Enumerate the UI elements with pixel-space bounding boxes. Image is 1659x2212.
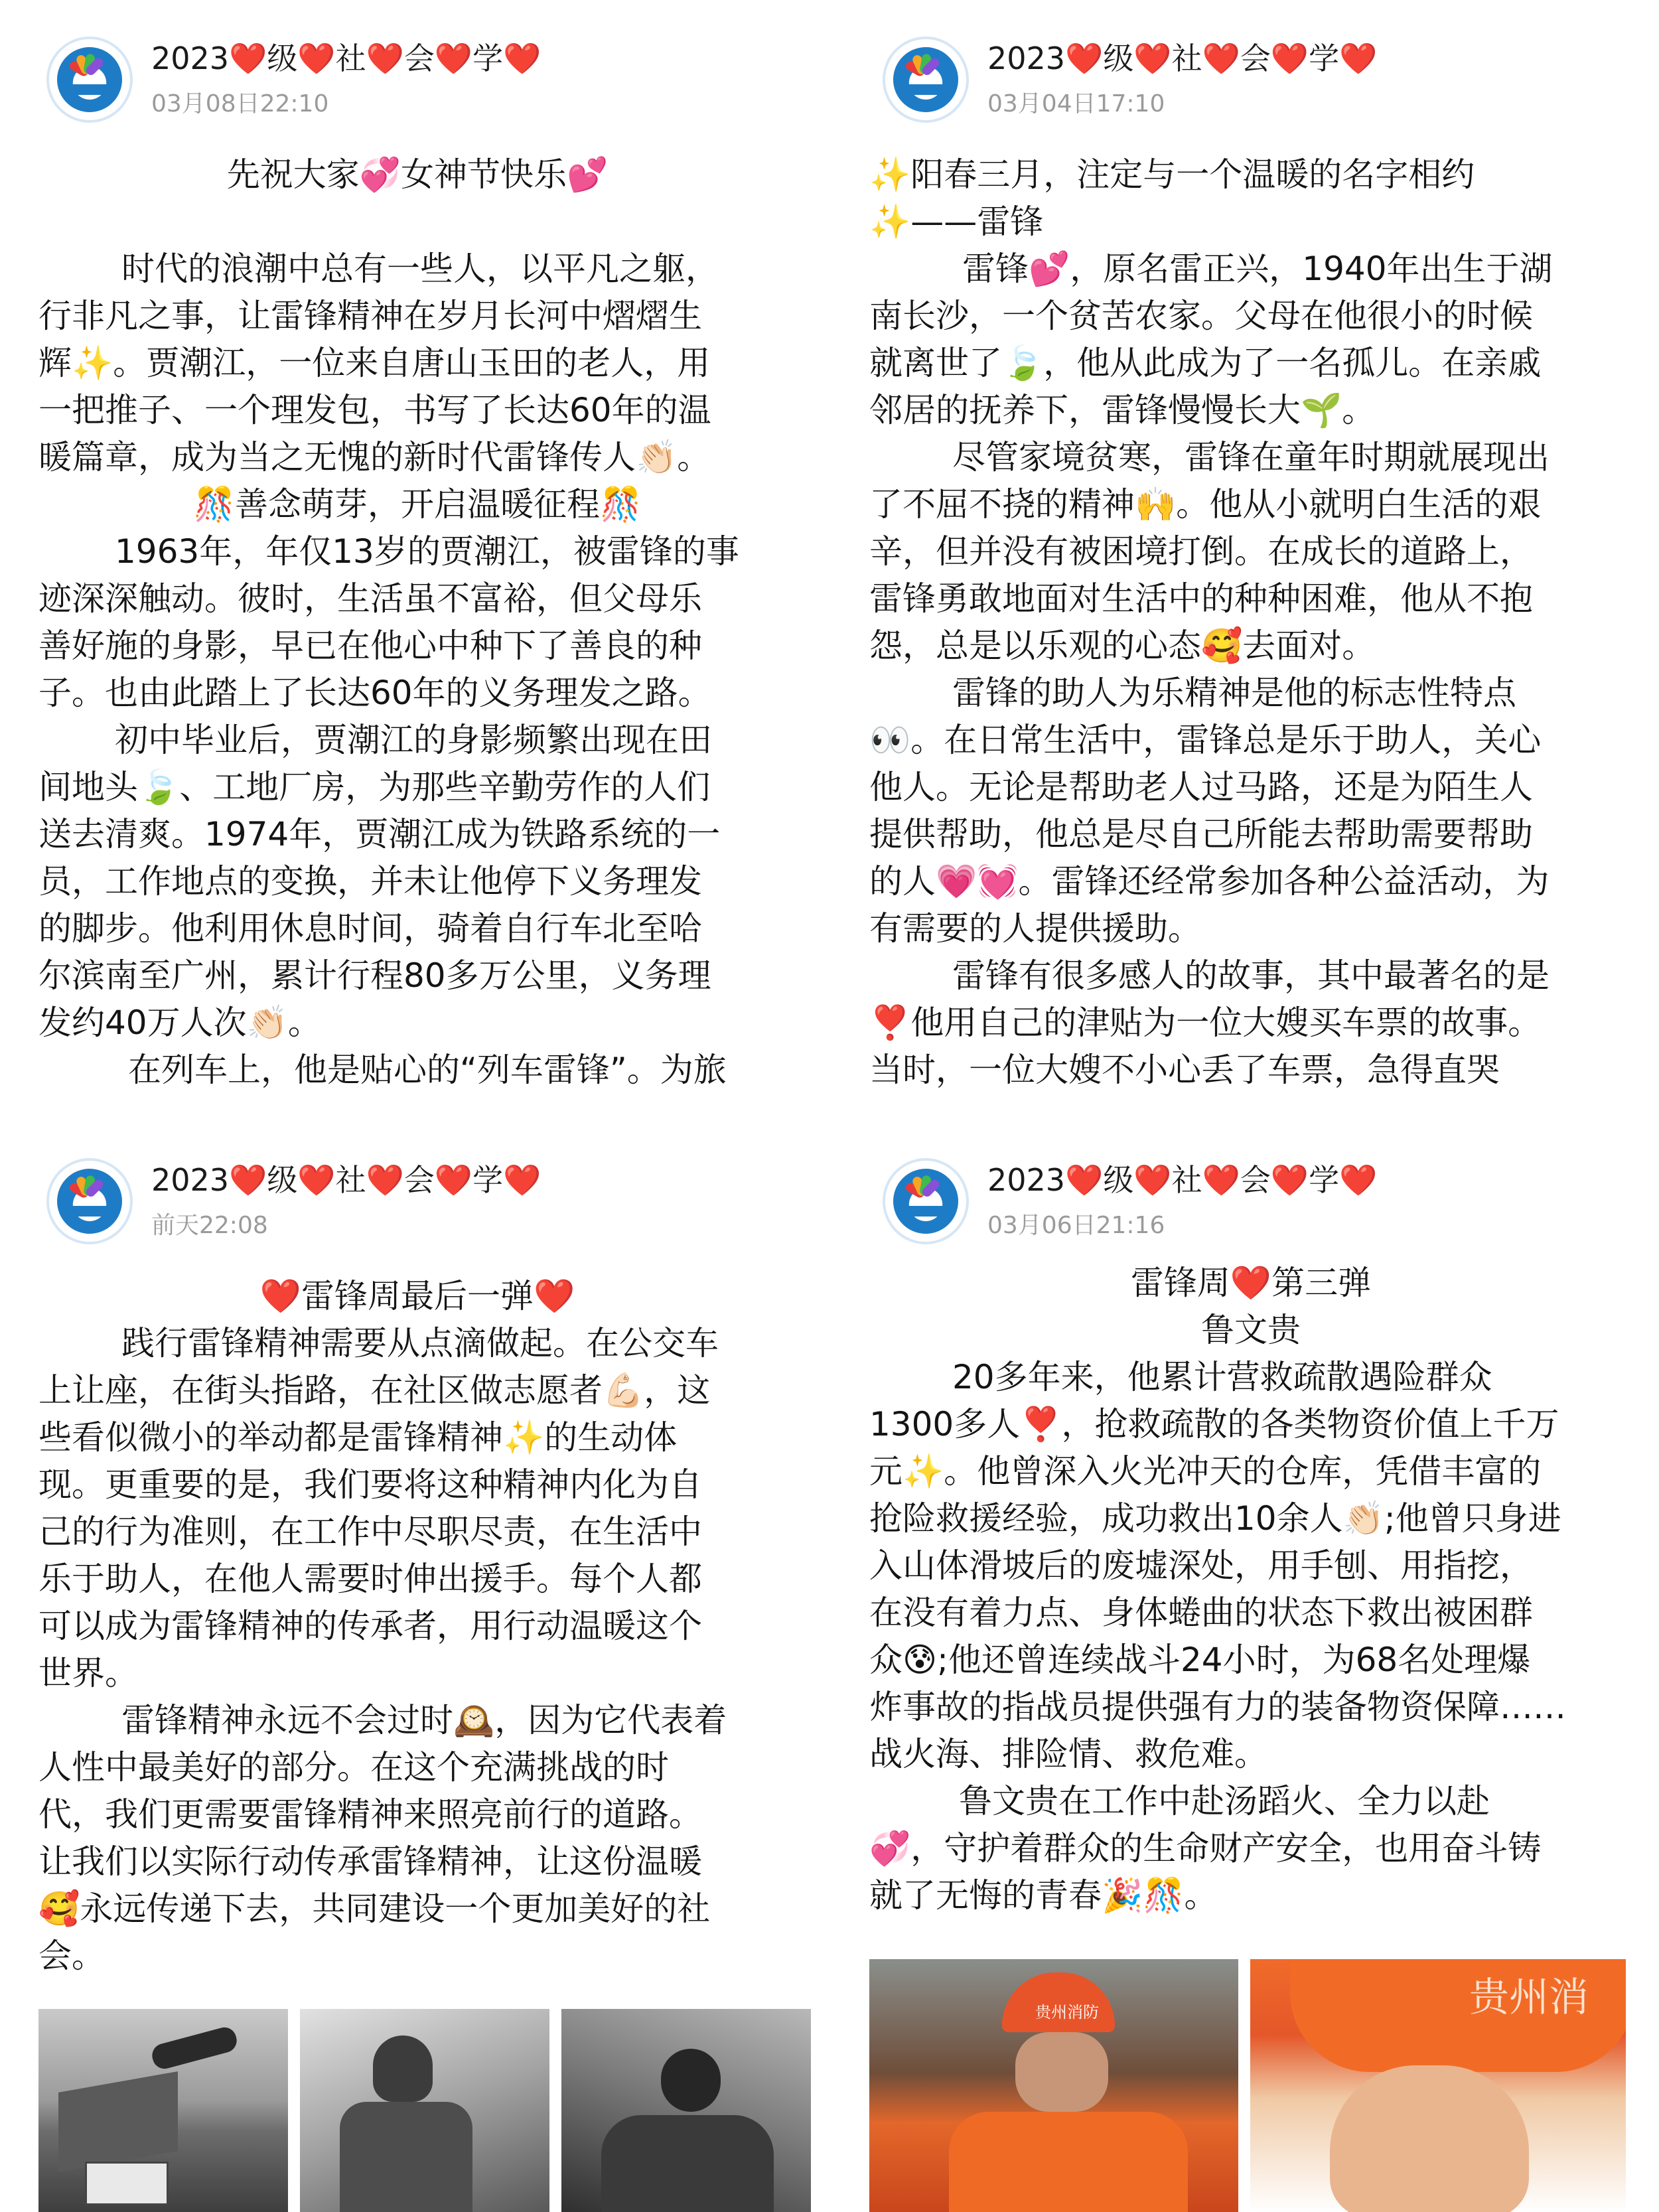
text-line: 鲁文贵在工作中赴汤蹈火、全力以赴	[959, 1782, 1490, 1820]
text-line: 员，工作地点的变换，并未让他停下义务理发	[38, 862, 702, 901]
text-line: 元✨。他曾深入火光冲天的仓库，凭借丰富的	[869, 1452, 1542, 1491]
post-title: 先祝大家💞女神节快乐💕	[226, 155, 609, 194]
post-header	[0, 1122, 823, 1281]
text-line: 1300多人❣️，抢救疏散的各类物资价值上千万	[869, 1405, 1559, 1443]
post-title: ❤️雷锋周最后一弹❤️	[259, 1277, 575, 1315]
post-card[interactable]	[0, 0, 823, 1102]
text-line: 乐于助人，在他人需要时伸出援手。每个人都	[38, 1560, 702, 1598]
text-line: 就离世了🍃，他从此成为了一名孤儿。在亲戚	[869, 344, 1542, 382]
text-line: 炸事故的指战员提供强有力的装备物资保障……	[869, 1688, 1566, 1726]
text-line: 初中毕业后，贾潮江的身影频繁出现在田	[115, 721, 712, 759]
text-line: 善好施的身影，早已在他心中种下了善良的种	[38, 627, 702, 665]
photo-body-shape	[601, 2115, 774, 2212]
text-line: 雷锋精神永远不会过时🕰️，因为它代表着	[121, 1701, 727, 1739]
text-line: 时代的浪潮中总有一些人，以平凡之躯，	[121, 250, 719, 288]
post-header	[836, 1122, 1659, 1281]
text-line: 提供帮助，他总是尽自己所能去帮助需要帮助	[869, 815, 1533, 853]
text-line: 南长沙，一个贫苦农家。父母在他很小的时候	[869, 297, 1533, 335]
author-name[interactable]: 2023❤️级❤️社❤️会❤️学❤️	[987, 40, 1378, 76]
text-line: 尽管家境贫寒，雷锋在童年时期就展现出	[952, 438, 1550, 477]
text-line: 🥰永远传递下去，共同建设一个更加美好的社	[38, 1889, 711, 1928]
text-line: 发约40万人次👏🏻。	[38, 1003, 321, 1042]
photo-helmet-text: 贵州消	[1469, 1975, 1589, 2020]
photo-uniform-shape	[949, 2112, 1188, 2212]
text-line: ❣️他用自己的津贴为一位大嫂买车票的故事。	[869, 1003, 1542, 1042]
text-line: 在列车上，他是贴心的“列车雷锋”。为旅	[128, 1051, 727, 1089]
post-card[interactable]	[0, 1122, 823, 2212]
text-line: 迹深深触动。彼时，生活虽不富裕，但父母乐	[38, 579, 702, 618]
section-heading: 🎊善念萌芽，开启温暖征程🎊	[193, 485, 642, 524]
post-time: 03月06日21:16	[987, 1212, 1165, 1239]
logo-base	[68, 1206, 111, 1217]
text-line: 雷锋的助人为乐精神是他的标志性特点	[952, 674, 1516, 712]
photo-head-shape	[661, 2049, 721, 2112]
text-line: 20多年来，他累计营救疏散遇险群众	[952, 1358, 1492, 1396]
author-name[interactable]: 2023❤️级❤️社❤️会❤️学❤️	[987, 1162, 1378, 1198]
post-text	[869, 1260, 1632, 1919]
post-header	[836, 0, 1659, 159]
text-line: 雷锋💕，原名雷正兴，1940年出生于湖	[962, 250, 1553, 288]
text-line: 会。	[38, 1937, 105, 1975]
text-line: 了不屈不挠的精神🙌。他从小就明白生活的艰	[869, 485, 1542, 524]
photo-grid	[869, 1959, 1626, 2212]
photo-face-shape	[1015, 2032, 1108, 2112]
avatar[interactable]	[46, 1158, 133, 1244]
avatar[interactable]	[883, 1158, 969, 1244]
post-title: ✨——雷锋	[869, 202, 1044, 241]
text-line: 众😰;他还曾连续战斗24小时，为68名处理爆	[869, 1641, 1531, 1679]
post-subtitle: 鲁文贵	[1201, 1311, 1301, 1349]
post-time: 03月08日22:10	[151, 90, 329, 117]
text-line: 辉✨。贾潮江，一位来自唐山玉田的老人，用	[38, 344, 711, 382]
text-line: 行非凡之事，让雷锋精神在岁月长河中熠熠生	[38, 297, 702, 335]
text-line: 些看似微小的举动都是雷锋精神✨的生动体	[38, 1418, 678, 1457]
photo-face-shape	[1330, 2065, 1529, 2212]
author-name[interactable]: 2023❤️级❤️社❤️会❤️学❤️	[151, 1162, 541, 1198]
post-time: 03月04日17:10	[987, 90, 1165, 117]
photo-thumbnail[interactable]	[869, 1959, 1238, 2212]
photo-body-shape	[340, 2102, 472, 2212]
logo-base	[904, 84, 948, 95]
text-line: 己的行为准则，在工作中尽职尽责，在生活中	[38, 1512, 702, 1551]
text-line: 现。更重要的是，我们要将这种精神内化为自	[38, 1465, 702, 1504]
text-line: 有需要的人提供援助。	[869, 909, 1201, 948]
text-line: 当时，一位大嫂不小心丢了车票，急得直哭	[869, 1051, 1500, 1089]
photo-thumbnail[interactable]	[1250, 1959, 1626, 2212]
text-line: 上让座，在街头指路，在社区做志愿者💪🏻，这	[38, 1371, 711, 1410]
text-line: 就了无悔的青春🎉🎊。	[869, 1876, 1218, 1915]
text-line: 代，我们更需要雷锋精神来照亮前行的道路。	[38, 1795, 702, 1834]
text-line: 一把推子、一个理发包，书写了长达60年的温	[38, 391, 711, 429]
text-line: 入山体滑坡后的废墟深处，用手刨、用指挖，	[869, 1546, 1533, 1585]
text-line: 战火海、排险情、救危难。	[869, 1735, 1267, 1773]
text-line: 让我们以实际行动传承雷锋精神，让这份温暖	[38, 1842, 702, 1881]
text-line: 💞，守护着群众的生命财产安全，也用奋斗铸	[869, 1829, 1542, 1868]
text-line: 可以成为雷锋精神的传承者，用行动温暖这个	[38, 1607, 702, 1645]
text-line: 世界。	[38, 1654, 138, 1692]
post-text	[38, 151, 796, 1094]
author-name[interactable]: 2023❤️级❤️社❤️会❤️学❤️	[151, 40, 541, 76]
post-title: ✨阳春三月，注定与一个温暖的名字相约	[869, 155, 1475, 194]
photo-thumbnail[interactable]	[38, 2009, 288, 2212]
text-line: 尔滨南至广州，累计行程80多万公里，义务理	[38, 956, 711, 995]
photo-head-shape	[373, 2035, 433, 2102]
post-card[interactable]	[836, 0, 1659, 1102]
photo-sign-shape	[85, 2162, 169, 2205]
text-line: 👀。在日常生活中，雷锋总是乐于助人，关心	[869, 721, 1542, 759]
text-line: 1963年，年仅13岁的贾潮江，被雷锋的事	[115, 532, 739, 571]
photo-building-shape	[58, 2071, 178, 2172]
text-line: 送去清爽。1974年，贾潮江成为铁路系统的一	[38, 815, 721, 853]
text-line: 子。也由此踏上了长达60年的义务理发之路。	[38, 674, 711, 712]
post-text	[869, 151, 1632, 1094]
text-line: 的脚步。他利用休息时间，骑着自行车北至哈	[38, 909, 702, 948]
logo-base	[904, 1206, 948, 1217]
text-line: 雷锋勇敢地面对生活中的种种困难，他从不抱	[869, 579, 1533, 618]
text-line: 辛，但并没有被困境打倒。在成长的道路上，	[869, 532, 1533, 571]
post-time: 前天22:08	[151, 1212, 268, 1239]
text-line: 邻居的抚养下，雷锋慢慢长大🌱。	[869, 391, 1376, 429]
text-line: 雷锋有很多感人的故事，其中最著名的是	[952, 956, 1550, 995]
avatar[interactable]	[46, 37, 133, 123]
text-line: 抢险救援经验，成功救出10余人👏🏻;他曾只身进	[869, 1499, 1561, 1538]
post-card[interactable]	[836, 1122, 1659, 2212]
text-line: 践行雷锋精神需要从点滴做起。在公交车	[121, 1324, 719, 1363]
text-line: 间地头🍃、工地厂房，为那些辛勤劳作的人们	[38, 768, 711, 806]
text-line: 的人💗💓。雷锋还经常参加各种公益活动，为	[869, 862, 1550, 901]
photo-grid	[38, 2009, 811, 2212]
text-line: 在没有着力点、身体蜷曲的状态下救出被困群	[869, 1593, 1533, 1632]
post-text	[38, 1273, 796, 1980]
text-line: 暖篇章，成为当之无愧的新时代雷锋传人👏🏻。	[38, 438, 711, 477]
photo-figure-shape	[149, 2025, 239, 2071]
avatar[interactable]	[883, 37, 969, 123]
photo-thumbnail[interactable]	[561, 2009, 811, 2212]
logo-base	[68, 84, 111, 95]
photo-thumbnail[interactable]	[300, 2009, 549, 2212]
post-header	[0, 0, 823, 159]
post-title: 雷锋周❤️第三弹	[1130, 1264, 1372, 1302]
photo-helmet-text: 贵州消防	[1035, 2004, 1099, 2022]
text-line: 人性中最美好的部分。在这个充满挑战的时	[38, 1748, 669, 1787]
text-line	[38, 198, 796, 246]
text-line: 怨，总是以乐观的心态🥰去面对。	[869, 627, 1376, 665]
text-line: 他人。无论是帮助老人过马路，还是为陌生人	[869, 768, 1533, 806]
